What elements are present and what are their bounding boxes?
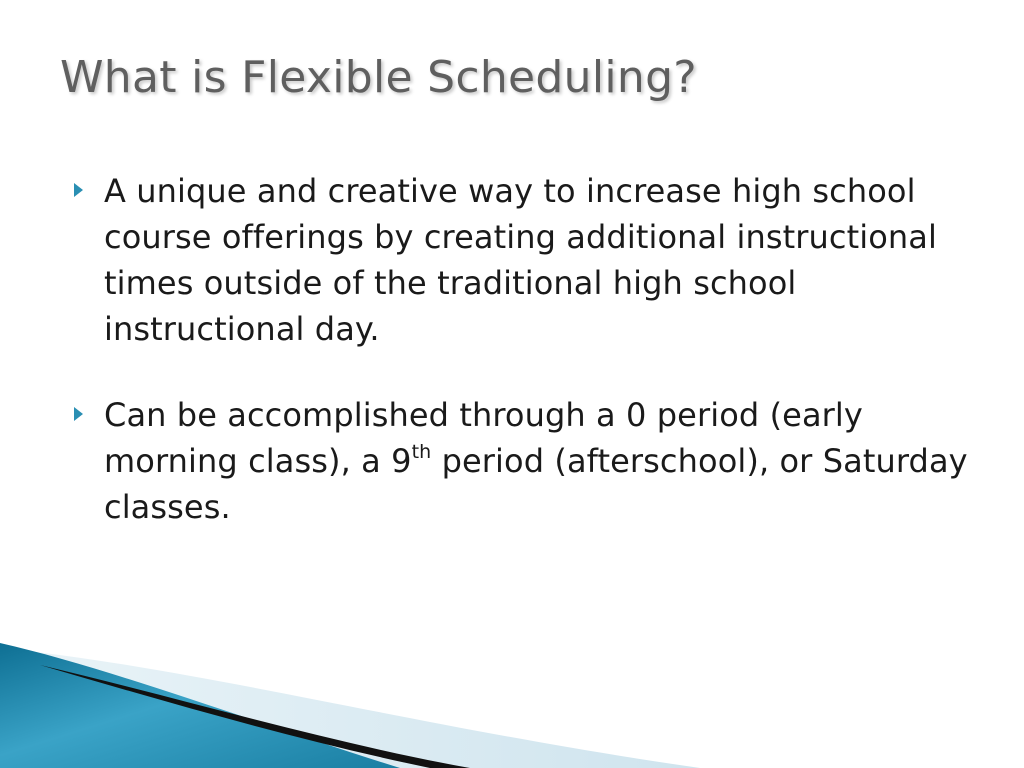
slide-title: What is Flexible Scheduling? — [60, 52, 697, 103]
triangle-right-icon — [74, 407, 83, 421]
triangle-right-icon — [74, 183, 83, 197]
ordinal-superscript: th — [411, 441, 432, 463]
bullet-text-part: period (afterschool), or Saturday classes. — [104, 442, 968, 526]
wave-decoration — [0, 643, 1024, 768]
bullet-item — [72, 168, 972, 352]
bullet-list — [72, 168, 972, 570]
bullet-text-part: Can be accomplished through a 0 period (early morning class), a 9 — [104, 396, 863, 480]
bullet-text — [104, 396, 968, 526]
bullet-text: A unique and creative way to increase high school course offerings by creating additional instructional times outside of the traditional high school instructional day. — [104, 172, 938, 348]
bullet-item — [72, 392, 972, 530]
